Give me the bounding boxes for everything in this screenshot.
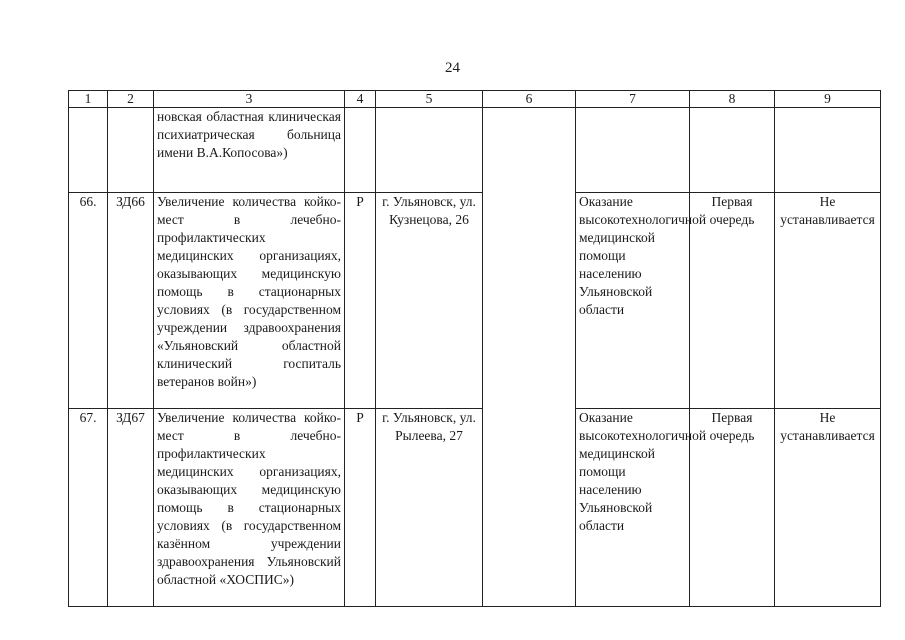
row-address: г. Ульяновск, ул. Кузнецова, 26 (376, 193, 483, 409)
row-num: 67. (69, 409, 108, 607)
page-number: 24 (445, 60, 460, 76)
header-col-6: 6 (483, 91, 576, 108)
row-code: ЗД67 (108, 409, 154, 607)
row-zone: Не устанавливается (775, 193, 881, 409)
row-code: ЗД66 (108, 193, 154, 409)
header-col-3: 3 (154, 91, 345, 108)
cont-cell-priority (690, 108, 775, 193)
row-purpose: Оказание высокотехнологичной медицинской помощи населению Ульяновской области (576, 193, 690, 409)
cont-cell-name: новская областная клиническая психиатрическая больница имени В.А.Копосова») (154, 108, 345, 193)
header-col-8: 8 (690, 91, 775, 108)
row-address: г. Ульяновск, ул. Рылеева, 27 (376, 409, 483, 607)
cont-cell-code (108, 108, 154, 193)
row-type: Р (345, 193, 376, 409)
row-name: Увеличение количества койко-мест в лечебно-профилактических медицинских организациях, оказывающих медицинскую помощь в стационарных условиях (в государственном учреждении здравоохранения «Ульяновский областной клинический госпиталь ветеранов войн») (154, 193, 345, 409)
row-name: Увеличение количества койко-мест в лечебно-профилактических медицинских организациях, оказывающих медицинскую помощь в стационарных условиях (в государственном казённом учреждении здравоохранения Ульяновский областной «ХОСПИС») (154, 409, 345, 607)
cont-cell-num (69, 108, 108, 193)
row-priority: Первая очередь (690, 193, 775, 409)
header-col-2: 2 (108, 91, 154, 108)
header-col-4: 4 (345, 91, 376, 108)
header-col-9: 9 (775, 91, 881, 108)
objects-table (68, 90, 881, 607)
cont-cell-type (345, 108, 376, 193)
table-row (69, 409, 881, 607)
row-num: 66. (69, 193, 108, 409)
continuation-row (69, 108, 881, 193)
header-row (69, 91, 881, 108)
col6-merged-cell (483, 108, 576, 607)
table-row (69, 193, 881, 409)
header-col-1: 1 (69, 91, 108, 108)
cont-cell-zone (775, 108, 881, 193)
header-col-7: 7 (576, 91, 690, 108)
row-priority: Первая очередь (690, 409, 775, 607)
cont-cell-purpose (576, 108, 690, 193)
cont-cell-address (376, 108, 483, 193)
row-purpose: Оказание высокотехнологичной медицинской помощи населению Ульяновской области (576, 409, 690, 607)
header-col-5: 5 (376, 91, 483, 108)
row-zone: Не устанавливается (775, 409, 881, 607)
row-type: Р (345, 409, 376, 607)
